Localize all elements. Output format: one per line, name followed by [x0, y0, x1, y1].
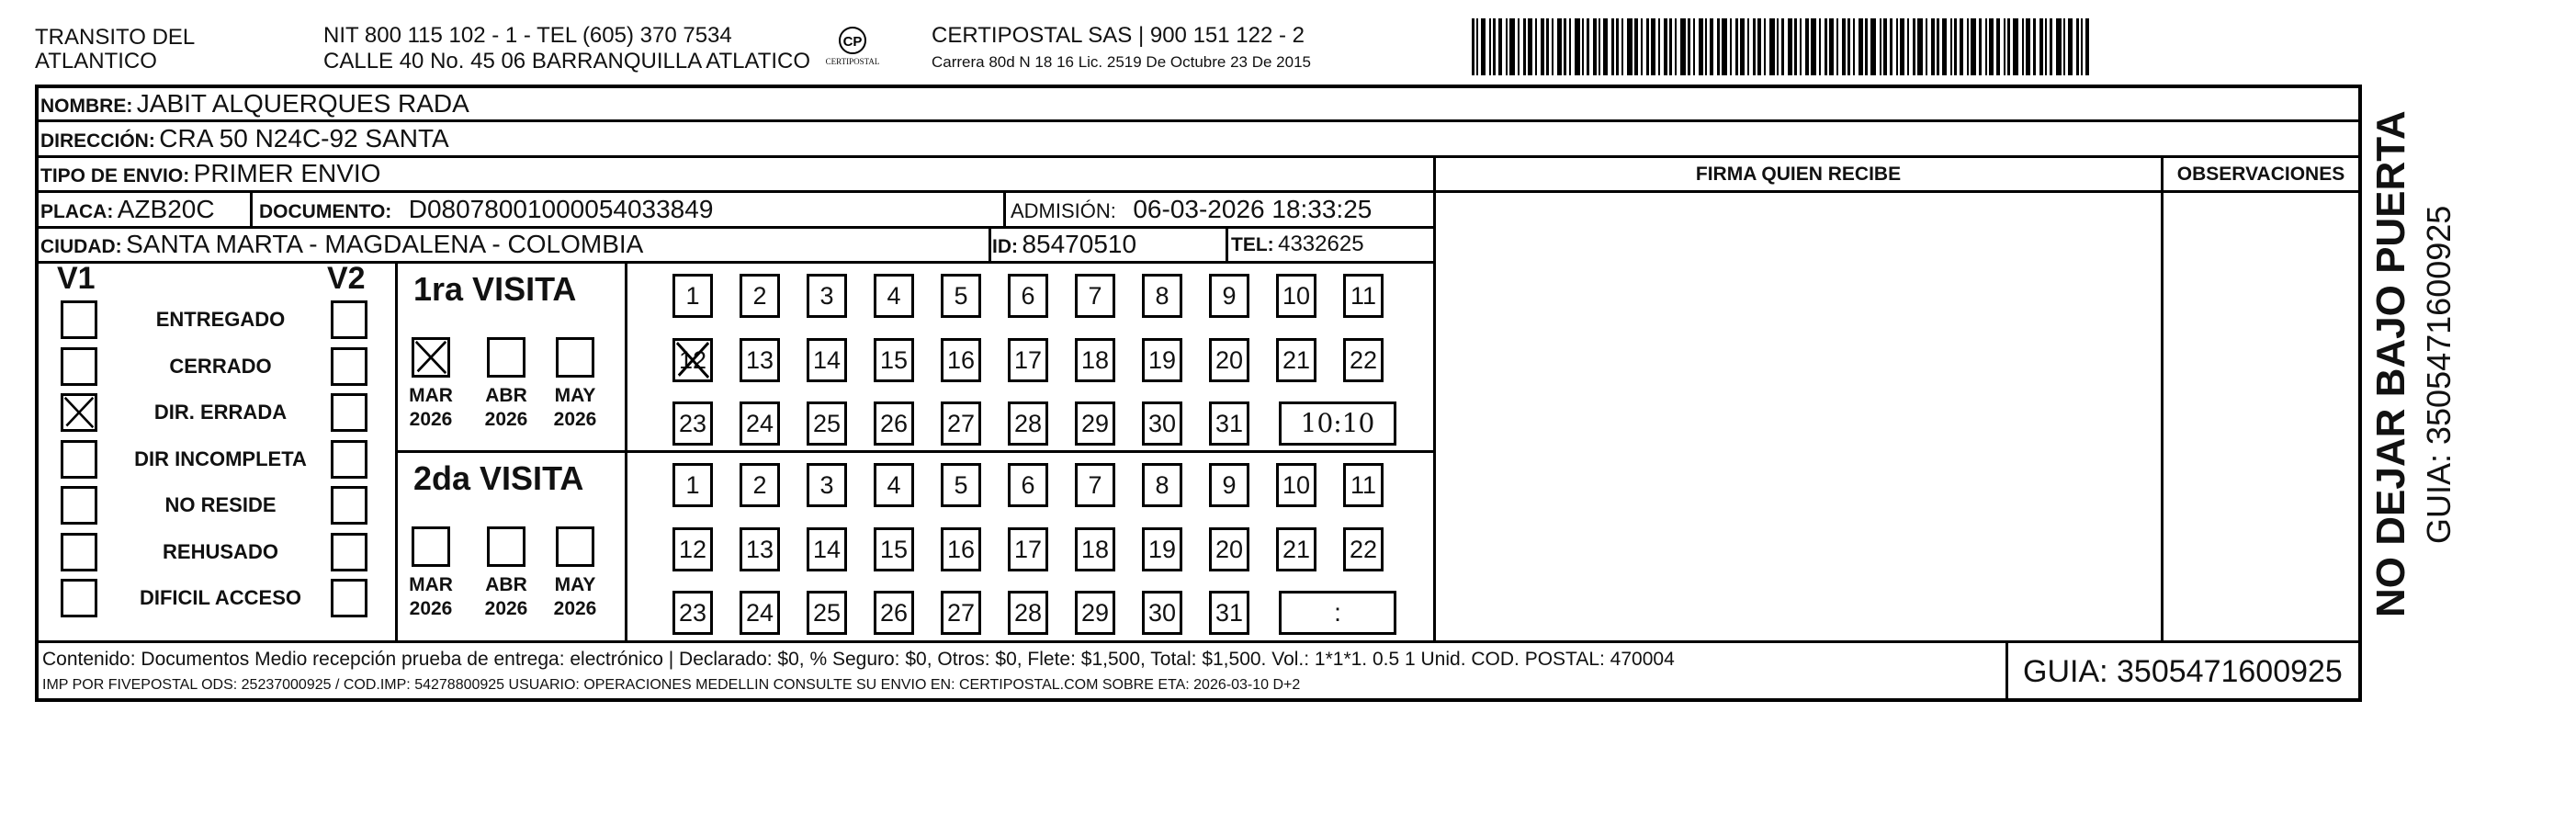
barcode-bar: [1541, 18, 1544, 75]
day-box[interactable]: 11: [1343, 274, 1384, 318]
v2-checkbox[interactable]: [331, 486, 367, 525]
v1-checkbox[interactable]: [61, 533, 97, 571]
barcode-bar: [1870, 18, 1876, 75]
barcode-bar: [1836, 18, 1838, 75]
id-cell: [992, 229, 1136, 265]
barcode-bar: [1481, 18, 1486, 75]
day-box[interactable]: 20: [1209, 527, 1249, 571]
direccion-value: CRA 50 N24C-92 SANTA: [159, 124, 449, 153]
check-mark-icon: [414, 340, 447, 375]
tipo-envio-label: TIPO DE ENVIO:: [40, 165, 190, 187]
barcode-bar: [1960, 18, 1963, 75]
sender-address: CALLE 40 No. 45 06 BARRANQUILLA ATLATICO: [323, 49, 811, 73]
barcode-bar: [1564, 18, 1566, 75]
barcode-bar: [1557, 18, 1562, 75]
v1-checkbox[interactable]: [61, 486, 97, 525]
barcode-bar: [1777, 18, 1779, 75]
month-label: [474, 384, 538, 432]
day-box[interactable]: 10: [1276, 274, 1316, 318]
footer-cell-divider: [2005, 640, 2008, 702]
barcode-bar: [1587, 18, 1589, 75]
barcode-bar: [1907, 18, 1909, 75]
barcode-bar: [1989, 18, 1994, 75]
day-box[interactable]: 6: [1008, 274, 1048, 318]
side-warning: NO DEJAR BAJO PUERTA: [2368, 110, 2413, 617]
barcode-bar: [1528, 18, 1532, 75]
barcode-bar: [1518, 18, 1520, 75]
month-label: [543, 573, 607, 621]
barcode-bar: [1693, 18, 1695, 75]
day-box[interactable]: 27: [941, 401, 981, 446]
day-box[interactable]: 30: [1142, 401, 1182, 446]
barcode-bar: [1688, 18, 1690, 75]
day-box[interactable]: 22: [1343, 527, 1384, 571]
barcode-bar: [1646, 18, 1649, 75]
column-divider: [1433, 155, 1436, 640]
documento-cell: [259, 194, 713, 230]
v2-checkbox[interactable]: [331, 533, 367, 571]
day-box[interactable]: 7: [1075, 463, 1115, 507]
day-box[interactable]: 15: [874, 527, 914, 571]
barcode-bar: [1805, 18, 1809, 75]
day-box[interactable]: 14: [807, 527, 847, 571]
month-checkbox[interactable]: [412, 337, 450, 378]
day-box[interactable]: 4: [874, 274, 914, 318]
row-divider: [35, 190, 2362, 193]
barcode-bar: [1535, 18, 1537, 75]
admision-label: ADMISIÓN:: [1011, 199, 1116, 222]
v1-checkbox[interactable]: [61, 579, 97, 617]
barcode-bar: [2022, 18, 2024, 75]
barcode-bar: [1616, 18, 1619, 75]
barcode-bar: [1926, 18, 1927, 75]
barcode-bar: [1900, 18, 1904, 75]
barcode-bar: [1811, 18, 1816, 75]
visit-title: 2da VISITA: [413, 459, 584, 497]
barcode-bar: [1865, 18, 1868, 75]
barcode: [1472, 18, 2188, 75]
nombre-label: NOMBRE:: [40, 96, 133, 117]
direccion-label: DIRECCIÓN:: [40, 130, 155, 152]
barcode-bar: [1937, 18, 1939, 75]
barcode-bar: [1890, 18, 1892, 75]
id-value: 85470510: [1022, 230, 1137, 258]
barcode-bar: [1658, 18, 1660, 75]
day-box[interactable]: 4: [874, 463, 914, 507]
v1-checkbox[interactable]: [61, 440, 97, 479]
barcode-bar: [1753, 18, 1756, 75]
placa-label: PLACA:: [40, 201, 114, 222]
day-box[interactable]: 25: [807, 401, 847, 446]
barcode-bar: [1664, 18, 1667, 75]
nombre-value: JABIT ALQUERQUES RADA: [136, 89, 469, 118]
barcode-bar: [1740, 18, 1745, 75]
day-box[interactable]: 16: [941, 527, 981, 571]
reason-label: DIR. ERRADA: [153, 401, 288, 424]
day-box[interactable]: 1: [672, 274, 713, 318]
v2-checkbox[interactable]: [331, 579, 367, 617]
v1-checkbox[interactable]: [61, 393, 97, 432]
guia-number: GUIA: 3505471600925: [2023, 654, 2343, 689]
month-label: [399, 573, 463, 621]
month-checkbox[interactable]: [556, 526, 594, 567]
day-box[interactable]: 3: [807, 463, 847, 507]
barcode-bar: [1599, 18, 1600, 75]
day-box[interactable]: 15: [874, 338, 914, 382]
day-box[interactable]: 9: [1209, 463, 1249, 507]
day-box[interactable]: 18: [1075, 527, 1115, 571]
month-year: 2026: [553, 598, 597, 619]
barcode-bar: [1825, 18, 1827, 75]
barcode-bar: [1819, 18, 1821, 75]
id-label: ID:: [992, 236, 1018, 257]
barcode-bar: [1641, 18, 1643, 75]
day-box[interactable]: 31: [1209, 401, 1249, 446]
day-box[interactable]: 6: [1008, 463, 1048, 507]
barcode-bar: [1603, 18, 1608, 75]
day-box[interactable]: 28: [1008, 401, 1048, 446]
barcode-bar: [1699, 18, 1703, 75]
reason-label: NO RESIDE: [164, 493, 277, 516]
barcode-bar: [1996, 18, 2000, 75]
barcode-bar: [1769, 18, 1775, 75]
day-box[interactable]: 13: [740, 338, 780, 382]
barcode-bar: [1788, 18, 1792, 75]
day-box[interactable]: 23: [672, 591, 713, 635]
logo-text: CERTIPOSTAL: [825, 57, 880, 66]
svg-text:CP: CP: [842, 34, 863, 50]
barcode-bar: [1627, 18, 1633, 75]
month-name: MAR: [409, 385, 453, 406]
barcode-bar: [1942, 18, 1947, 75]
firma-header: FIRMA QUIEN RECIBE: [1695, 164, 1902, 185]
barcode-bar: [2063, 18, 2065, 75]
barcode-bar: [2033, 18, 2036, 75]
month-year: 2026: [484, 598, 528, 619]
day-box[interactable]: 8: [1142, 274, 1182, 318]
v2-checkbox[interactable]: [331, 440, 367, 479]
month-year: 2026: [484, 409, 528, 430]
barcode-bar: [1735, 18, 1738, 75]
day-box[interactable]: 18: [1075, 338, 1115, 382]
ciudad-value: SANTA MARTA - MAGDALENA - COLOMBIA: [126, 230, 644, 258]
barcode-bar: [1950, 18, 1952, 75]
v1-checkbox[interactable]: [61, 347, 97, 386]
barcode-bar: [1730, 18, 1732, 75]
admision-cell: [1011, 194, 1372, 230]
barcode-bar: [1634, 18, 1638, 75]
sender-nit: NIT 800 115 102 - 1 - TEL (605) 370 7534: [323, 23, 732, 48]
courier-license: Carrera 80d N 18 16 Lic. 2519 De Octubre 23 De 2015: [932, 53, 1311, 71]
barcode-bar: [1794, 18, 1797, 75]
day-box[interactable]: 17: [1008, 338, 1048, 382]
barcode-bar: [2026, 18, 2030, 75]
barcode-bar: [1847, 18, 1850, 75]
barcode-bar: [1859, 18, 1863, 75]
month-name: MAR: [409, 574, 453, 595]
v2-checkbox[interactable]: [331, 393, 367, 432]
barcode-bar: [1472, 18, 1474, 75]
placa-value: AZB20C: [117, 195, 215, 223]
month-label: [474, 573, 538, 621]
visit-divider: [395, 450, 1433, 453]
sender-name-line2: ATLANTICO: [35, 49, 157, 73]
admision-value: 06-03-2026 18:33:25: [1133, 195, 1373, 223]
tel-value: 4332625: [1278, 232, 1364, 256]
day-box[interactable]: 22: [1343, 338, 1384, 382]
day-box[interactable]: 26: [874, 401, 914, 446]
barcode-bar: [1651, 18, 1655, 75]
month-checkbox[interactable]: [487, 337, 525, 378]
month-year: 2026: [409, 598, 453, 619]
barcode-bar: [1582, 18, 1584, 75]
contenido-line: Contenido: Documentos Medio recepción prueba de entrega: electrónico | Declarado: $0, % Seguro: $0, Otros: $0, Flete: $1,500, Total: $1,500. Vol.: 1*1*1. 0.5 1 Unid. COD. POSTAL: 470004: [42, 649, 1675, 670]
day-box[interactable]: 12: [672, 527, 713, 571]
barcode-bar: [1781, 18, 1784, 75]
reason-label: DIR INCOMPLETA: [134, 447, 307, 470]
month-label: [543, 384, 607, 432]
day-box[interactable]: 23: [672, 401, 713, 446]
barcode-bar: [1829, 18, 1834, 75]
courier-company: CERTIPOSTAL SAS | 900 151 122 - 2: [932, 23, 1305, 48]
barcode-bar: [2045, 18, 2047, 75]
barcode-bar: [1985, 18, 1987, 75]
sender-name-line1: TRANSITO DEL: [35, 25, 196, 50]
barcode-bar: [2076, 18, 2079, 75]
day-box[interactable]: 19: [1142, 527, 1182, 571]
reason-label: CERRADO: [169, 354, 272, 378]
month-name: ABR: [485, 574, 527, 595]
footer-divider: [35, 640, 2362, 643]
day-box[interactable]: 1: [672, 463, 713, 507]
barcode-bar: [1913, 18, 1915, 75]
tel-label: TEL:: [1231, 234, 1274, 255]
day-box[interactable]: 13: [740, 527, 780, 571]
nombre-row: [40, 88, 469, 124]
month-checkbox[interactable]: [487, 526, 525, 567]
barcode-bar: [1883, 18, 1887, 75]
day-box[interactable]: 29: [1075, 401, 1115, 446]
tipo-envio-row: [40, 158, 380, 194]
cell-divider: [250, 190, 253, 226]
barcode-bar: [1621, 18, 1623, 75]
day-box[interactable]: 11: [1343, 463, 1384, 507]
month-checkbox[interactable]: [556, 337, 594, 378]
day-box[interactable]: 25: [807, 591, 847, 635]
barcode-bar: [1705, 18, 1707, 75]
reason-label: ENTREGADO: [155, 308, 286, 331]
barcode-bar: [1493, 18, 1496, 75]
barcode-bar: [1546, 18, 1549, 75]
month-label: [399, 384, 463, 432]
barcode-bar: [2068, 18, 2073, 75]
month-name: ABR: [485, 385, 527, 406]
day-box[interactable]: 26: [874, 591, 914, 635]
barcode-bar: [1710, 18, 1713, 75]
barcode-bar: [1880, 18, 1881, 75]
day-box[interactable]: 2: [740, 274, 780, 318]
certipostal-logo: [816, 24, 889, 75]
day-box[interactable]: 2: [740, 463, 780, 507]
v1-header: V1: [57, 261, 96, 296]
month-year: 2026: [553, 409, 597, 430]
ciudad-label: CIUDAD:: [40, 236, 122, 257]
month-name: MAY: [554, 385, 596, 406]
tipo-envio-value: PRIMER ENVIO: [193, 159, 381, 187]
day-box[interactable]: 19: [1142, 338, 1182, 382]
documento-value: D08078001000054033849: [408, 195, 714, 223]
day-box[interactable]: 16: [941, 338, 981, 382]
day-box[interactable]: 17: [1008, 527, 1048, 571]
observaciones-header: OBSERVACIONES: [2176, 164, 2345, 185]
tel-cell: [1231, 229, 1364, 263]
day-box[interactable]: 9: [1209, 274, 1249, 318]
barcode-bar: [1476, 18, 1478, 75]
cell-divider: [1003, 190, 1006, 226]
ciudad-cell: [40, 229, 643, 265]
day-box[interactable]: 5: [941, 274, 981, 318]
side-guia: GUIA: 3505471600925: [2420, 205, 2457, 544]
barcode-bar: [1498, 18, 1502, 75]
barcode-bar: [1680, 18, 1686, 75]
barcode-bar: [1954, 18, 1957, 75]
barcode-bar: [1717, 18, 1720, 75]
barcode-bar: [1509, 18, 1515, 75]
direccion-row: [40, 123, 449, 159]
day-box[interactable]: 20: [1209, 338, 1249, 382]
reason-label: REHUSADO: [163, 539, 278, 563]
barcode-bar: [1842, 18, 1846, 75]
column-divider: [2161, 155, 2164, 640]
barcode-bar: [2013, 18, 2018, 75]
month-name: MAY: [554, 574, 596, 595]
month-checkbox[interactable]: [412, 526, 450, 567]
barcode-bar: [1757, 18, 1761, 75]
day-box[interactable]: 10: [1276, 463, 1316, 507]
day-box[interactable]: 12: [672, 338, 713, 382]
barcode-bar: [1800, 18, 1802, 75]
barcode-bar: [1569, 18, 1571, 75]
day-box[interactable]: 7: [1075, 274, 1115, 318]
barcode-bar: [1896, 18, 1898, 75]
visit-title: 1ra VISITA: [413, 270, 577, 308]
v1-checkbox[interactable]: [61, 300, 97, 339]
v2-checkbox[interactable]: [331, 300, 367, 339]
barcode-bar: [2004, 18, 2005, 75]
month-year: 2026: [409, 409, 453, 430]
v2-header: V2: [327, 261, 366, 296]
time-field[interactable]: 10:10: [1279, 401, 1396, 446]
day-box[interactable]: 3: [807, 274, 847, 318]
day-box[interactable]: 8: [1142, 463, 1182, 507]
barcode-bar: [1575, 18, 1580, 75]
barcode-bar: [1506, 18, 1508, 75]
barcode-bar: [2085, 18, 2089, 75]
barcode-bar: [2039, 18, 2043, 75]
day-box[interactable]: 21: [1276, 338, 1316, 382]
barcode-bar: [1967, 18, 1969, 75]
barcode-bar: [1611, 18, 1614, 75]
barcode-bar: [2007, 18, 2010, 75]
day-box[interactable]: 24: [740, 591, 780, 635]
cell-divider: [989, 226, 991, 261]
day-box[interactable]: 21: [1276, 527, 1316, 571]
barcode-bar: [1523, 18, 1526, 75]
day-box[interactable]: 28: [1008, 591, 1048, 635]
day-box[interactable]: 30: [1142, 591, 1182, 635]
barcode-bar: [1917, 18, 1923, 75]
barcode-bar: [2056, 18, 2062, 75]
day-box[interactable]: 24: [740, 401, 780, 446]
barcode-bar: [1593, 18, 1597, 75]
barcode-bar: [1747, 18, 1749, 75]
day-box[interactable]: 14: [807, 338, 847, 382]
placa-cell: [40, 194, 215, 230]
reason-label: DIFICIL ACCESO: [139, 586, 301, 609]
barcode-bar: [1669, 18, 1672, 75]
barcode-bar: [1971, 18, 1976, 75]
barcode-bar: [1675, 18, 1677, 75]
barcode-bar: [1722, 18, 1727, 75]
v2-checkbox[interactable]: [331, 347, 367, 386]
barcode-bar: [2081, 18, 2083, 75]
barcode-bar: [1853, 18, 1855, 75]
impresion-line: IMP POR FIVEPOSTAL ODS: 25237000925 / COD.IMP: 54278800925 USUARIO: OPERACIONES MEDELLIN CONSULTE SU ENVIO EN: CERTIPOSTAL.COM SOBRE ETA: 2026-03-10 D+2: [42, 677, 1301, 693]
barcode-bar: [1931, 18, 1935, 75]
day-box[interactable]: 29: [1075, 591, 1115, 635]
day-box[interactable]: 5: [941, 463, 981, 507]
day-box[interactable]: 31: [1209, 591, 1249, 635]
time-field[interactable]: :: [1279, 591, 1396, 635]
check-mark-icon: [63, 396, 95, 429]
barcode-bar: [1979, 18, 1982, 75]
day-box[interactable]: 27: [941, 591, 981, 635]
documento-label: DOCUMENTO:: [259, 201, 392, 222]
barcode-bar: [2050, 18, 2052, 75]
barcode-bar: [1764, 18, 1766, 75]
barcode-bar: [1489, 18, 1491, 75]
cell-divider: [1226, 226, 1228, 261]
check-mark-icon: [675, 341, 710, 379]
barcode-bar: [1552, 18, 1554, 75]
